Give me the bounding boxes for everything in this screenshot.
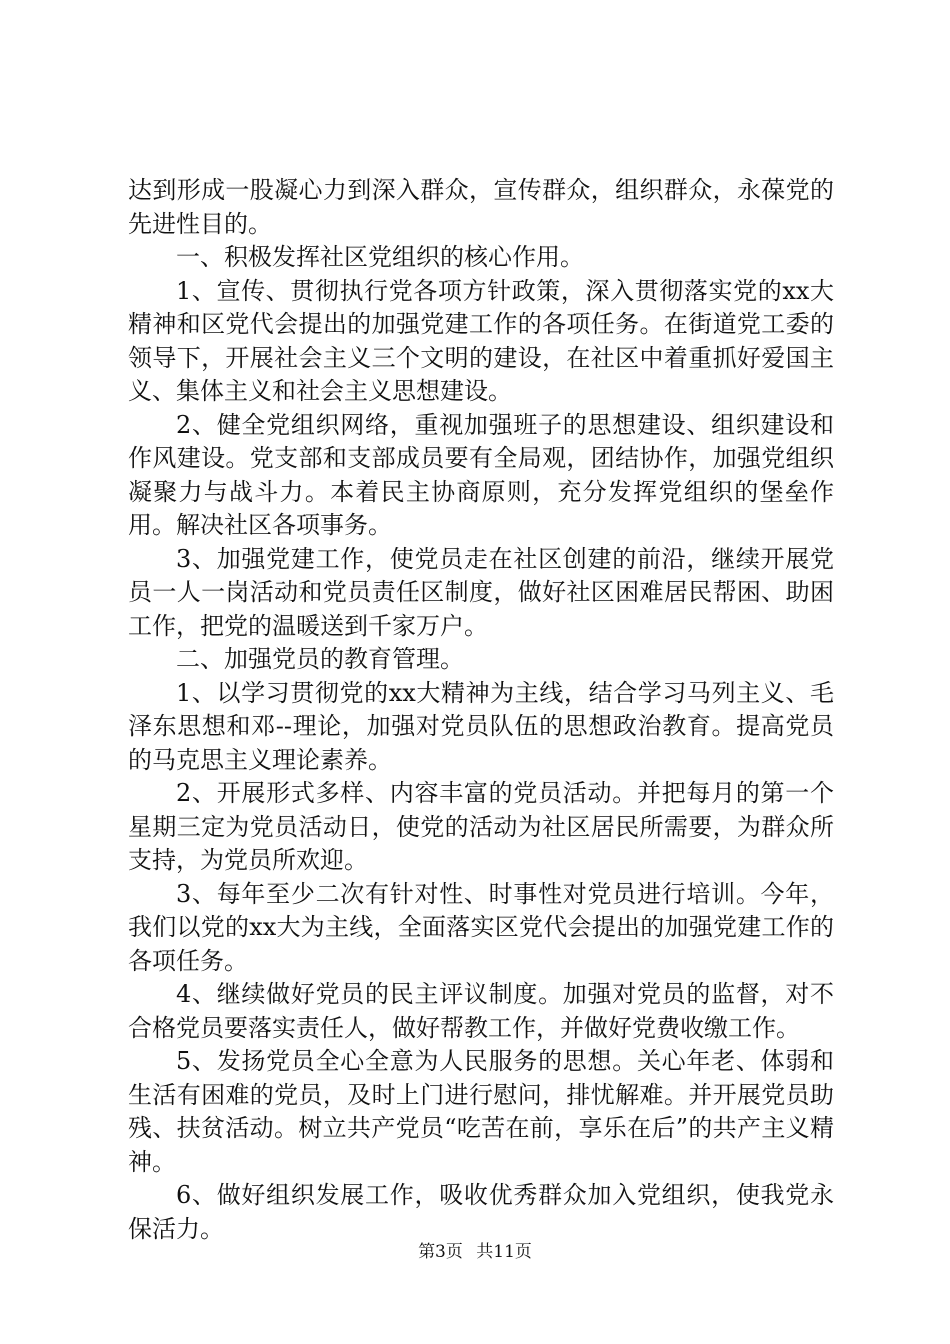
paragraph-1-3: 3、加强党建工作，使党员走在社区创建的前沿，继续开展党员一人一岗活动和党员责任区制度，做好社区困难居民帮困、助困工作，把党的温暖送到千家万户。 — [128, 544, 834, 640]
page-footer — [0, 1241, 950, 1263]
section-heading-2: 二、加强党员的教育管理。 — [176, 645, 464, 673]
page-total: 共11页 — [476, 1242, 532, 1262]
section-heading-1: 一、积极发挥社区党组织的核心作用。 — [176, 243, 584, 271]
paragraph-1-2: 2、健全党组织网络，重视加强班子的思想建设、组织建设和作风建设。党支部和支部成员要有全局观，团结协作，加强党组织凝聚力与战斗力。本着民主协商原则，充分发挥党组织的堡垒作用。解决社区各项事务。 — [128, 410, 834, 539]
paragraph-1-1: 1、宣传、贯彻执行党各项方针政策，深入贯彻落实党的xx大精神和区党代会提出的加强党建工作的各项任务。在街道党工委的领导下，开展社会主义三个文明的建设，在社区中着重抓好爱国主义、集体主义和社会主义思想建设。 — [128, 276, 834, 405]
document-body — [128, 174, 834, 1246]
paragraph-2-4: 4、继续做好党员的民主评议制度。加强对党员的监督，对不合格党员要落实责任人，做好帮教工作，并做好党费收缴工作。 — [128, 980, 834, 1042]
paragraph-2-1: 1、以学习贯彻党的xx大精神为主线，结合学习马列主义、毛泽东思想和邓--理论，加强对党员队伍的思想政治教育。提高党员的马克思主义理论素养。 — [128, 678, 834, 774]
page-number: 第3页 — [418, 1242, 463, 1262]
paragraph-2-6: 6、做好组织发展工作，吸收优秀群众加入党组织，使我党永保活力。 — [128, 1181, 834, 1243]
paragraph-2-2: 2、开展形式多样、内容丰富的党员活动。并把每月的第一个星期三定为党员活动日，使党的活动为社区居民所需要，为群众所支持，为党员所欢迎。 — [128, 779, 834, 874]
paragraph-continuation: 达到形成一股凝心力到深入群众，宣传群众，组织群众，永葆党的先进性目的。 — [128, 176, 834, 238]
paragraph-2-3: 3、每年至少二次有针对性、时事性对党员进行培训。今年，我们以党的xx大为主线，全面落实区党代会提出的加强党建工作的各项任务。 — [128, 879, 834, 975]
paragraph-2-5: 5、发扬党员全心全意为人民服务的思想。关心年老、体弱和生活有困难的党员，及时上门进行慰问，排忧解难。并开展党员助残、扶贫活动。树立共产党员“吃苦在前，享乐在后”的共产主义精神。 — [128, 1047, 834, 1176]
